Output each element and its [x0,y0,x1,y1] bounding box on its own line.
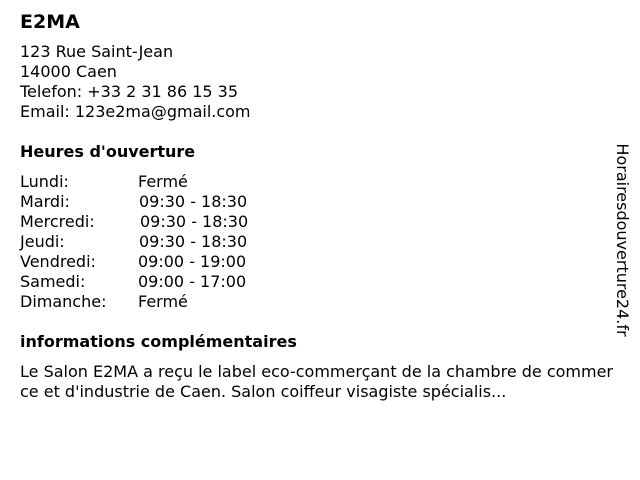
hours-day: Samedi: [20,272,86,291]
address-line-city: 14000 Caen [20,62,117,81]
hours-day: Dimanche: [20,292,107,311]
watermark-text: Horairesdouverture24.fr [613,143,632,337]
hours-row-thursday [20,232,610,252]
hours-row-friday [20,252,610,272]
hours-time: 09:00 - 17:00 [138,272,247,291]
hours-day: Mercredi: [20,212,95,231]
hours-row-monday [20,172,610,192]
email-line: Email: 123e2ma@gmail.com [20,102,251,121]
hours-row-wednesday [20,212,610,232]
hours-time: Fermé [138,292,188,311]
hours-time: 09:30 - 18:30 [140,212,249,231]
phone-line: Telefon: +33 2 31 86 15 35 [20,82,239,101]
hours-day: Mardi: [20,192,70,211]
hours-heading: Heures d'ouverture [20,142,196,161]
hours-row-sunday [20,292,610,312]
hours-row-tuesday [20,192,610,212]
contact-block [20,42,610,122]
hours-time: 09:30 - 18:30 [139,232,248,251]
business-card [20,10,614,402]
hours-day: Lundi: [20,172,69,191]
hours-row-saturday [20,272,610,292]
hours-table [20,172,610,312]
hours-time: 09:30 - 18:30 [139,192,248,211]
hours-time: Fermé [138,172,188,191]
hours-time: 09:00 - 19:00 [138,252,247,271]
info-text: Le Salon E2MA a reçu le label eco-commerçant de la chambre de commerce et d'industrie de Caen. Salon coiffeur visagiste spécialis... [20,362,614,401]
address-line-street: 123 Rue Saint-Jean [20,42,174,61]
info-heading: informations complémentaires [20,332,297,351]
hours-day: Jeudi: [20,232,65,251]
business-name: E2MA [20,11,80,33]
hours-day: Vendredi: [20,252,96,271]
